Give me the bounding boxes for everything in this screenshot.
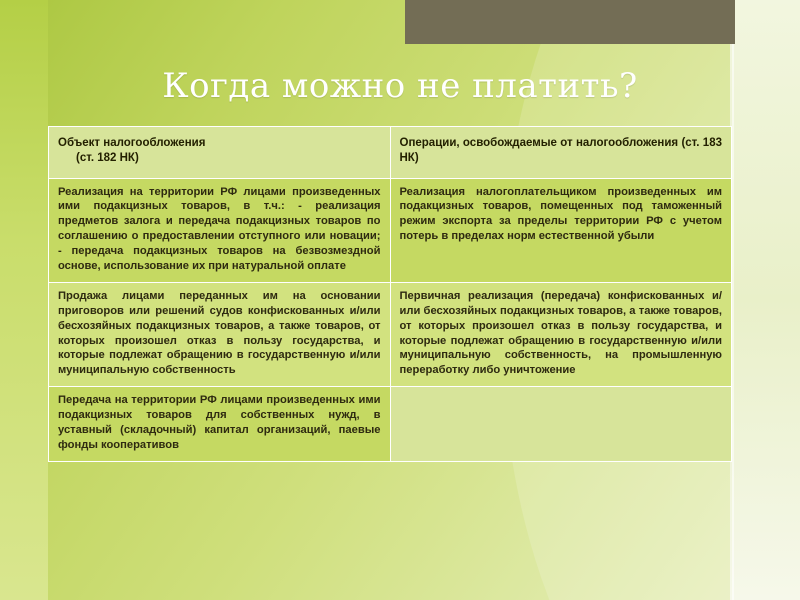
table-row (49, 387, 732, 462)
table-header-object-line1: Объект налогообложения (58, 137, 206, 149)
table-row (49, 178, 732, 282)
content-table (48, 126, 732, 462)
table-cell-operation-2: Первичная реализация (передача) конфискованных и/или бесхозяйных подакцизных товаров, а также товаров, от которых произошел отказ в пользу государства, и которые подлежат обращению в государственную и/или муниципальную собственность, на промышленную переработку либо уничтожение (390, 282, 732, 386)
table-cell-operation-1: Реализация налогоплательщиком произведенных им подакцизных товаров, помещенных под таможенный режим экспорта за пределы территории РФ с учетом потерь в пределах норм естественной убыли (390, 178, 732, 282)
table-header-row (49, 127, 732, 179)
table-row (49, 282, 732, 386)
background-left-band (0, 0, 48, 600)
background-right-band (730, 0, 800, 600)
page-title: Когда можно не платить? (162, 66, 638, 106)
table-cell-object-3: Передача на территории РФ лицами произведенных ими подакцизных товаров для собственных нужд, в уставный (складочный) капитал организаций, паевые фонды кооперативов (49, 387, 391, 462)
table-cell-object-2: Продажа лицами переданных им на основании приговоров или решений судов конфискованных и/или бесхозяйных подакцизных товаров, а также товаров, от которых произошел отказ в пользу государства, и которые подлежат обращению в государственную и/или муниципальную собственность (49, 282, 391, 386)
table-header-object-line2: (ст. 182 НК) (76, 152, 139, 165)
content-table-wrapper (48, 126, 732, 462)
table-cell-object-1: Реализация на территории РФ лицами произведенных ими подакцизных товаров, в т.ч.: - реализация предметов залога и передача подакцизных товаров по соглашению о предоставлении отступного или новации; - передача подакцизных товаров на безвозмездной основе, использование их при натуральной оплате (49, 178, 391, 282)
header-accent-block (405, 0, 735, 44)
table-cell-operation-3 (390, 387, 732, 462)
table-header-cell-object (49, 127, 391, 179)
table-header-operations-line1: Операции, освобождаемые от налогообложения (ст. 183 НК) (399, 137, 722, 165)
table-header-cell-operations (390, 127, 732, 179)
